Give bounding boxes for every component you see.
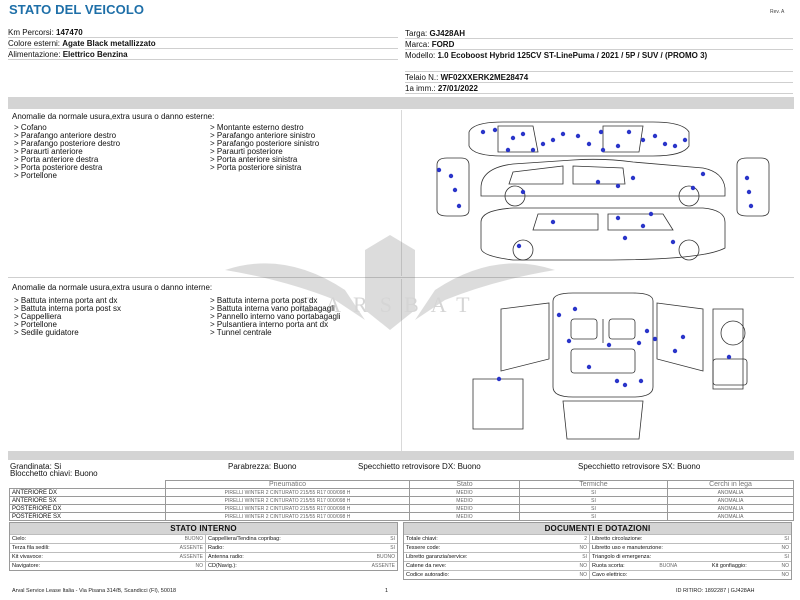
list-item: > Porta anteriore sinistra: [210, 155, 298, 164]
termiche-column-header: Termiche: [520, 481, 668, 489]
document-item: Libretto uso e manutenzione: NO: [589, 543, 791, 552]
list-item: > Battuta interna porta post dx: [210, 296, 318, 305]
plate-line: Targa: GJ428AH: [405, 28, 793, 39]
windshield-status: Parabrezza: Buono: [228, 462, 297, 471]
interior-status-box: [9, 522, 398, 571]
list-item: > Tunnel centrale: [210, 328, 272, 337]
interior-item: Cappelliera/Tendina copribag: SI: [205, 534, 397, 543]
mirror-right-status: Specchietto retrovisore DX: Buono: [358, 462, 481, 471]
external-damage-list-1: [14, 124, 210, 180]
list-item: > Parafango anteriore sinistro: [210, 131, 316, 140]
brand-line: Marca: FORD: [405, 39, 793, 50]
section-divider-bar: [8, 97, 794, 109]
car-interior-diagram: [403, 279, 794, 451]
external-damage-list-2: [210, 124, 319, 180]
footer-company: Arval Service Lease Italia - Via Pisana 314/B, Scandicci (FI), 50018: [12, 588, 177, 594]
section-separator: [8, 277, 794, 278]
table-row: ANTERIORE SX PIRELLI WINTER 2 CINTURATO 215/55 R17 000/098 H MEDIO SI ANOMALIA: [10, 497, 794, 505]
page-number: 1: [385, 588, 389, 594]
interior-item: Cielo: BUONO: [12, 536, 203, 542]
table-header-row: [10, 481, 794, 489]
list-item: > Sedile guidatore: [14, 328, 79, 337]
document-item: Ruota scorta: BUONA Kit gonfiaggio: NO: [589, 561, 791, 570]
interior-item: Terza fila sedili: ASSENTE: [12, 545, 203, 551]
page-title: STATO DEL VEICOLO: [9, 2, 145, 17]
model-line: Modello: 1.0 Ecoboost Hybrid 125CV ST-LinePuma / 2021 / 5P / SUV / (PROMO 3): [405, 50, 793, 72]
list-item: > Porta posteriore destra: [14, 163, 103, 172]
km-value: 147470: [56, 28, 83, 37]
table-row: ANTERIORE DX PIRELLI WINTER 2 CINTURATO 215/55 R17 000/098 H MEDIO SI ANOMALIA: [10, 489, 794, 497]
km-line: Km Percorsi: 147470: [8, 27, 398, 38]
list-item: > Parafango posteriore destro: [14, 139, 121, 148]
list-item: > Portellone: [14, 171, 57, 180]
list-item: > Porta anteriore destra: [14, 155, 99, 164]
document-item: Codice autoradio: NO: [406, 572, 587, 578]
document-item: Catene da neve: NO: [406, 563, 587, 569]
interior-item: Navigatore: NO: [12, 563, 203, 569]
section-divider-bar: [8, 451, 794, 460]
list-item: > Paraurti posteriore: [210, 147, 283, 156]
external-car-diagram: [403, 110, 794, 276]
revision-label: Rev. A: [770, 9, 785, 15]
tyres-table: [9, 480, 794, 521]
list-item: > Parafango posteriore sinistro: [210, 139, 320, 148]
fuel-line: Alimentazione: Elettrico Benzina: [8, 49, 398, 60]
plate-value: GJ428AH: [429, 29, 466, 38]
external-damage-panel: [8, 110, 402, 276]
table-row: POSTERIORE DX PIRELLI WINTER 2 CINTURATO 215/55 R17 000/098 H MEDIO SI ANOMALIA: [10, 505, 794, 513]
internal-car-diagram: [403, 279, 794, 451]
color-line: Colore esterni: Agate Black metallizzato: [8, 38, 398, 49]
document-item: Totale chiavi: 2: [406, 536, 587, 542]
vin-value: WF02XXERK2ME28474: [440, 73, 529, 82]
hail-status: Grandinata: Si: [10, 462, 62, 471]
stato-column-header: Stato: [410, 481, 520, 489]
documents-box: [403, 522, 792, 580]
list-item: > Cofano: [14, 123, 47, 132]
list-item: > Paraurti anteriore: [14, 147, 83, 156]
interior-item: Kit vivavoce: ASSENTE: [12, 554, 203, 560]
interior-status-title: STATO INTERNO: [10, 523, 397, 534]
internal-damage-list-1: [14, 297, 210, 337]
footer-id: ID RITIRO: 1892287 | GJ428AH: [676, 588, 755, 594]
list-item: > Battuta interna porta ant dx: [14, 296, 118, 305]
documents-title: DOCUMENTI E DOTAZIONI: [404, 523, 791, 534]
list-item: > Porta posteriore sinistra: [210, 163, 302, 172]
fuel-value: Elettrico Benzina: [62, 50, 128, 59]
document-item: Cavo elettrico: NO: [589, 570, 791, 579]
vehicle-info-left: [8, 27, 398, 60]
interior-item: Antenna radio: BUONO: [205, 552, 397, 561]
table-row: POSTERIORE SX PIRELLI WINTER 2 CINTURATO 215/55 R17 000/098 H MEDIO SI ANOMALIA: [10, 513, 794, 521]
internal-damage-list-2: [210, 297, 385, 337]
registration-value: 27/01/2022: [437, 84, 478, 93]
document-item: Tessere code: NO: [406, 545, 587, 551]
brand-value: FORD: [431, 40, 455, 49]
tyre-column-header: Pneumatico: [166, 481, 410, 489]
internal-damage-title: Anomalie da normale usura,extra usura o danno interne:: [12, 283, 213, 292]
model-value: 1.0 Ecoboost Hybrid 125CV ST-LinePuma / 2021 / 5P / SUV / (PROMO 3): [437, 51, 708, 60]
interior-item: Radio: SI: [205, 543, 397, 552]
key-block-status: Blocchetto chiavi: Buono: [10, 469, 98, 478]
car-exterior-diagram: [403, 110, 794, 276]
color-value: Agate Black metallizzato: [62, 39, 156, 48]
list-item: > Pannello interno vano portabagagli: [210, 312, 341, 321]
registration-line: 1a imm.: 27/01/2022: [405, 83, 793, 94]
vehicle-info-right: [405, 28, 793, 94]
mirror-left-status: Specchietto retrovisore SX: Buono: [578, 462, 701, 471]
list-item: > Battuta interna porta post sx: [14, 304, 121, 313]
list-item: > Parafango anteriore destro: [14, 131, 117, 140]
list-item: > Pulsantiera interno porta ant dx: [210, 320, 329, 329]
internal-damage-panel: [8, 279, 402, 451]
document-item: Triangolo di emergenza: SI: [589, 552, 791, 561]
external-damage-title: Anomalie da normale usura,extra usura o danno esterne:: [12, 112, 215, 121]
cerchi-column-header: Cerchi in lega: [668, 481, 794, 489]
document-item: Libretto garanzia/service: SI: [406, 554, 587, 560]
list-item: > Montante esterno destro: [210, 123, 304, 132]
list-item: > Cappelliera: [14, 312, 62, 321]
list-item: > Battuta interna vano portabagagli: [210, 304, 335, 313]
watermark-text: CARSBAT: [298, 292, 482, 317]
interior-item: CD(Navig.): ASSENTE: [205, 561, 397, 570]
document-item: Libretto circolazione: SI: [589, 534, 791, 543]
vin-line: Telaio N.: WF02XXERK2ME28474: [405, 72, 793, 83]
list-item: > Portellone: [14, 320, 57, 329]
